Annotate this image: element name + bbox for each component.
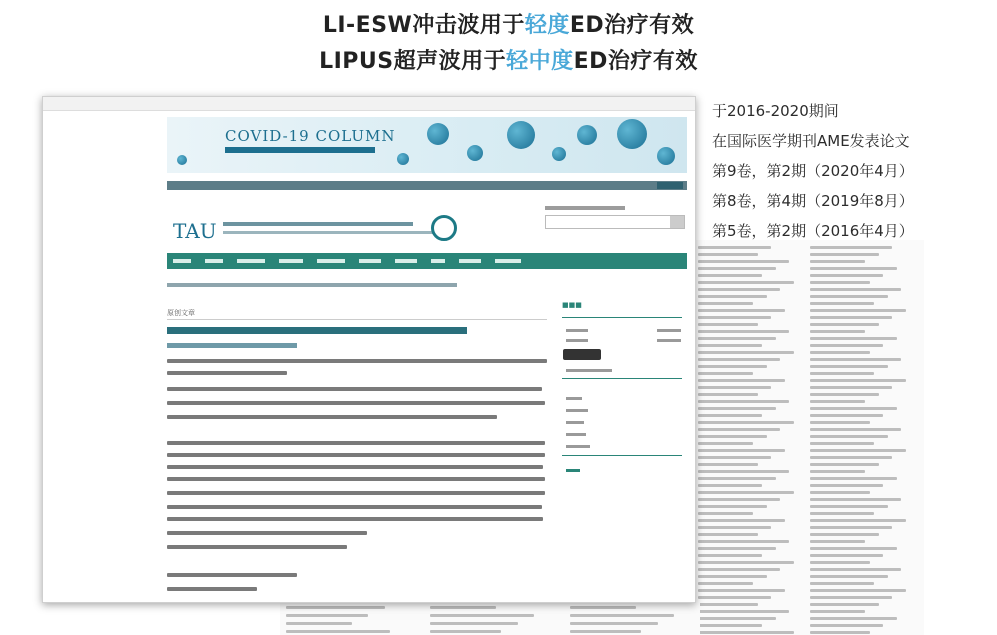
- paper-text-line: [698, 260, 789, 263]
- paper-text-line: [698, 414, 762, 417]
- paper-text-line: [810, 260, 865, 263]
- paper-text-line: [810, 470, 865, 473]
- paper-text-line: [698, 323, 758, 326]
- virus-icon: [577, 125, 597, 145]
- article-text-line: [167, 573, 297, 577]
- article-text-line: [167, 359, 547, 363]
- article-text-line: [167, 371, 287, 375]
- paper-text-line: [810, 323, 879, 326]
- paper-text-line: [698, 337, 776, 340]
- paper-text-line: [286, 630, 390, 633]
- paper-text-line: [698, 386, 771, 389]
- virus-icon: [427, 123, 449, 145]
- sidebar-link[interactable]: [566, 329, 588, 332]
- article-text-line: [167, 505, 542, 509]
- sidebar-link[interactable]: [566, 421, 584, 424]
- paper-text-line: [810, 512, 874, 515]
- paper-text-line: [810, 603, 879, 606]
- sidebar-link[interactable]: [566, 445, 590, 448]
- paper-text-line: [810, 274, 883, 277]
- divider: [167, 319, 547, 320]
- paper-text-line: [430, 614, 534, 617]
- paper-text-line: [698, 568, 780, 571]
- paper-text-line: [810, 477, 897, 480]
- paper-text-line: [698, 582, 753, 585]
- paper-text-line: [698, 379, 785, 382]
- paper-text-line: [810, 449, 906, 452]
- paper-text-line: [810, 246, 892, 249]
- paper-text-line: [810, 386, 892, 389]
- article-text-line: [167, 517, 543, 521]
- paper-text-line: [698, 253, 758, 256]
- paper-text-line: [698, 617, 776, 620]
- search-input[interactable]: [545, 215, 685, 229]
- paper-text-line: [810, 547, 897, 550]
- header-links[interactable]: [545, 206, 625, 210]
- paper-text-line: [698, 477, 776, 480]
- virus-icon: [467, 145, 483, 161]
- nav-item[interactable]: [205, 259, 223, 263]
- paper-text-line: [810, 316, 892, 319]
- paper-text-line: [810, 253, 879, 256]
- paper-text-line: [698, 526, 771, 529]
- paper-text-line: [698, 281, 794, 284]
- paper-text-line: [810, 288, 901, 291]
- article-text-line: [167, 531, 367, 535]
- paper-text-line: [810, 302, 874, 305]
- paper-text-line: [698, 484, 762, 487]
- nav-item[interactable]: [495, 259, 521, 263]
- paper-text-line: [810, 554, 883, 557]
- paper-text-line: [698, 491, 794, 494]
- paper-text-line: [698, 274, 762, 277]
- sidebar-link[interactable]: [566, 339, 588, 342]
- publication-notes: [712, 96, 982, 246]
- banner-subtitle-bar: [225, 147, 375, 153]
- paper-text-line: [698, 610, 789, 613]
- paper-text-line: [698, 358, 780, 361]
- paper-texture-bottom: [280, 600, 700, 635]
- paper-text-line: [286, 606, 385, 609]
- paper-text-line: [810, 617, 897, 620]
- article-text-line: [167, 545, 347, 549]
- nav-item[interactable]: [431, 259, 445, 263]
- paper-text-line: [430, 630, 501, 633]
- note-issue-2020: 第9卷，第2期（2020年4月）: [712, 162, 914, 180]
- paper-text-line: [810, 505, 888, 508]
- sidebar-heading-download: ■■■: [562, 301, 582, 309]
- paper-text-line: [810, 610, 865, 613]
- virus-icon: [177, 155, 187, 165]
- article-text-line: [167, 491, 545, 495]
- paper-text-line: [698, 421, 794, 424]
- paper-text-line: [698, 365, 767, 368]
- paper-text-line: [810, 442, 874, 445]
- sidebar-line[interactable]: [562, 317, 682, 318]
- paper-text-line: [698, 456, 771, 459]
- sidebar-line: [562, 378, 682, 379]
- paper-text-line: [810, 491, 870, 494]
- paper-text-line: [698, 372, 753, 375]
- journal-logo: TAU: [173, 219, 217, 243]
- paper-text-line: [810, 631, 870, 634]
- paper-text-line: [810, 358, 901, 361]
- paper-text-line: [698, 603, 758, 606]
- highlight-mild: 轻度: [524, 13, 570, 38]
- article-title: [167, 327, 467, 334]
- paper-text-line: [810, 624, 883, 627]
- paper-text-line: [698, 631, 794, 634]
- banner-title: COVID-19 COLUMN: [225, 127, 396, 145]
- note-period: 于2016-2020期间: [712, 102, 839, 120]
- note-issue-2016: 第5卷，第2期（2016年4月）: [712, 222, 914, 240]
- section-label: 原创文章: [167, 309, 195, 317]
- paper-text-line: [810, 330, 865, 333]
- paper-text-line: [286, 622, 352, 625]
- paper-text-line: [570, 606, 636, 609]
- paper-text-line: [698, 344, 762, 347]
- paper-text-line: [810, 281, 870, 284]
- journal-name: [223, 222, 413, 226]
- sidebar-link[interactable]: [566, 397, 582, 400]
- article-text-line: [167, 441, 545, 445]
- paper-text-line: [810, 379, 906, 382]
- paper-text-line: [698, 400, 789, 403]
- note-journal: 在国际医学期刊AME发表论文: [712, 132, 910, 150]
- browser-url-bar: [43, 97, 695, 111]
- article-text-line: [167, 477, 545, 481]
- paper-text-line: [810, 372, 874, 375]
- article-text-line: [167, 387, 542, 391]
- paper-text-line: [810, 295, 888, 298]
- paper-text-line: [698, 316, 771, 319]
- sidebar-link[interactable]: [566, 469, 580, 472]
- paper-text-line: [698, 428, 780, 431]
- paper-text-line: [698, 463, 758, 466]
- paper-text-line: [810, 414, 883, 417]
- paper-text-line: [698, 554, 762, 557]
- paper-text-line: [698, 596, 771, 599]
- paper-text-line: [810, 498, 901, 501]
- paper-text-line: [810, 526, 892, 529]
- nav-item[interactable]: [395, 259, 417, 263]
- paper-text-line: [810, 596, 892, 599]
- paper-text-line: [698, 533, 758, 536]
- paper-text-line: [810, 575, 888, 578]
- paper-text-line: [810, 456, 892, 459]
- paper-text-line: [810, 484, 883, 487]
- paper-text-line: [698, 288, 780, 291]
- article-text-line: [167, 587, 257, 591]
- paper-text-line: [698, 302, 753, 305]
- nav-item[interactable]: [237, 259, 265, 263]
- covid-banner: [167, 117, 687, 173]
- paper-text-line: [810, 463, 879, 466]
- journal-screenshot: [42, 96, 696, 603]
- nav-item[interactable]: [317, 259, 345, 263]
- paper-text-line: [698, 295, 767, 298]
- article-authors[interactable]: [167, 343, 297, 348]
- sidebar-link[interactable]: [657, 329, 681, 332]
- article-text-line: [167, 415, 497, 419]
- headline-lipus: LIPUS超声波用于轻中度ED治疗有效: [319, 49, 698, 74]
- virus-icon: [397, 153, 409, 165]
- paper-texture-right: [694, 240, 924, 635]
- paper-text-line: [570, 630, 641, 633]
- nav-item[interactable]: [173, 259, 191, 263]
- article-text-line: [167, 401, 545, 405]
- paper-text-line: [810, 540, 865, 543]
- sidebar-link[interactable]: [566, 409, 588, 412]
- article-text-line: [167, 465, 543, 469]
- banner-strip: [167, 181, 687, 190]
- paper-text-line: [698, 435, 767, 438]
- paper-text-line: [810, 400, 865, 403]
- paper-text-line: [698, 498, 780, 501]
- paper-text-line: [698, 575, 767, 578]
- virus-icon: [617, 119, 647, 149]
- paper-text-line: [698, 449, 785, 452]
- paper-text-line: [810, 568, 901, 571]
- paper-text-line: [810, 589, 906, 592]
- paper-text-line: [698, 442, 753, 445]
- virus-icon: [657, 147, 675, 165]
- paper-text-line: [698, 330, 789, 333]
- paper-text-line: [698, 246, 771, 249]
- paper-text-line: [810, 519, 906, 522]
- paper-text-line: [698, 309, 785, 312]
- paper-text-line: [810, 561, 870, 564]
- sidebar-link[interactable]: [566, 433, 586, 436]
- paper-text-line: [810, 393, 879, 396]
- main-nav: [167, 253, 687, 269]
- note-issue-2019: 第8卷，第4期（2019年8月）: [712, 192, 914, 210]
- paper-text-line: [570, 614, 674, 617]
- nav-item[interactable]: [279, 259, 303, 263]
- paper-text-line: [810, 337, 897, 340]
- nav-item[interactable]: [359, 259, 381, 263]
- paper-text-line: [698, 589, 785, 592]
- paper-text-line: [698, 512, 753, 515]
- paper-text-line: [570, 622, 658, 625]
- paper-text-line: [810, 365, 888, 368]
- paper-text-line: [810, 533, 879, 536]
- sidebar-link[interactable]: [657, 339, 681, 342]
- paper-text-line: [810, 435, 888, 438]
- highlight-mild-moderate: 轻中度: [506, 49, 574, 74]
- virus-icon: [552, 147, 566, 161]
- paper-text-line: [698, 351, 794, 354]
- paper-text-line: [810, 582, 874, 585]
- paper-text-line: [698, 470, 789, 473]
- paper-text-line: [810, 344, 883, 347]
- paper-text-line: [430, 606, 496, 609]
- creative-commons-icon: [563, 349, 601, 360]
- paper-text-line: [698, 519, 785, 522]
- paper-text-line: [286, 614, 368, 617]
- paper-text-line: [810, 407, 897, 410]
- paper-text-line: [698, 407, 776, 410]
- sidebar-link[interactable]: [566, 369, 612, 372]
- paper-text-line: [810, 351, 870, 354]
- strip-button[interactable]: [657, 182, 683, 189]
- paper-text-line: [698, 505, 767, 508]
- paper-text-line: [810, 421, 870, 424]
- breadcrumb[interactable]: [167, 283, 457, 287]
- paper-text-line: [430, 622, 518, 625]
- nav-item[interactable]: [459, 259, 481, 263]
- paper-text-line: [698, 561, 794, 564]
- paper-text-line: [698, 624, 762, 627]
- sidebar-line: [562, 455, 682, 456]
- search-button[interactable]: [670, 216, 684, 228]
- paper-text-line: [698, 267, 776, 270]
- virus-icon: [507, 121, 535, 149]
- paper-text-line: [698, 540, 789, 543]
- paper-text-line: [810, 267, 897, 270]
- journal-emblem-icon: [431, 215, 457, 241]
- journal-tagline: [223, 231, 433, 234]
- article-text-line: [167, 453, 545, 457]
- headline-eswt: LI-ESW冲击波用于轻度ED治疗有效: [322, 13, 695, 38]
- paper-text-line: [698, 547, 776, 550]
- paper-text-line: [698, 393, 758, 396]
- paper-text-line: [810, 309, 906, 312]
- paper-text-line: [810, 428, 901, 431]
